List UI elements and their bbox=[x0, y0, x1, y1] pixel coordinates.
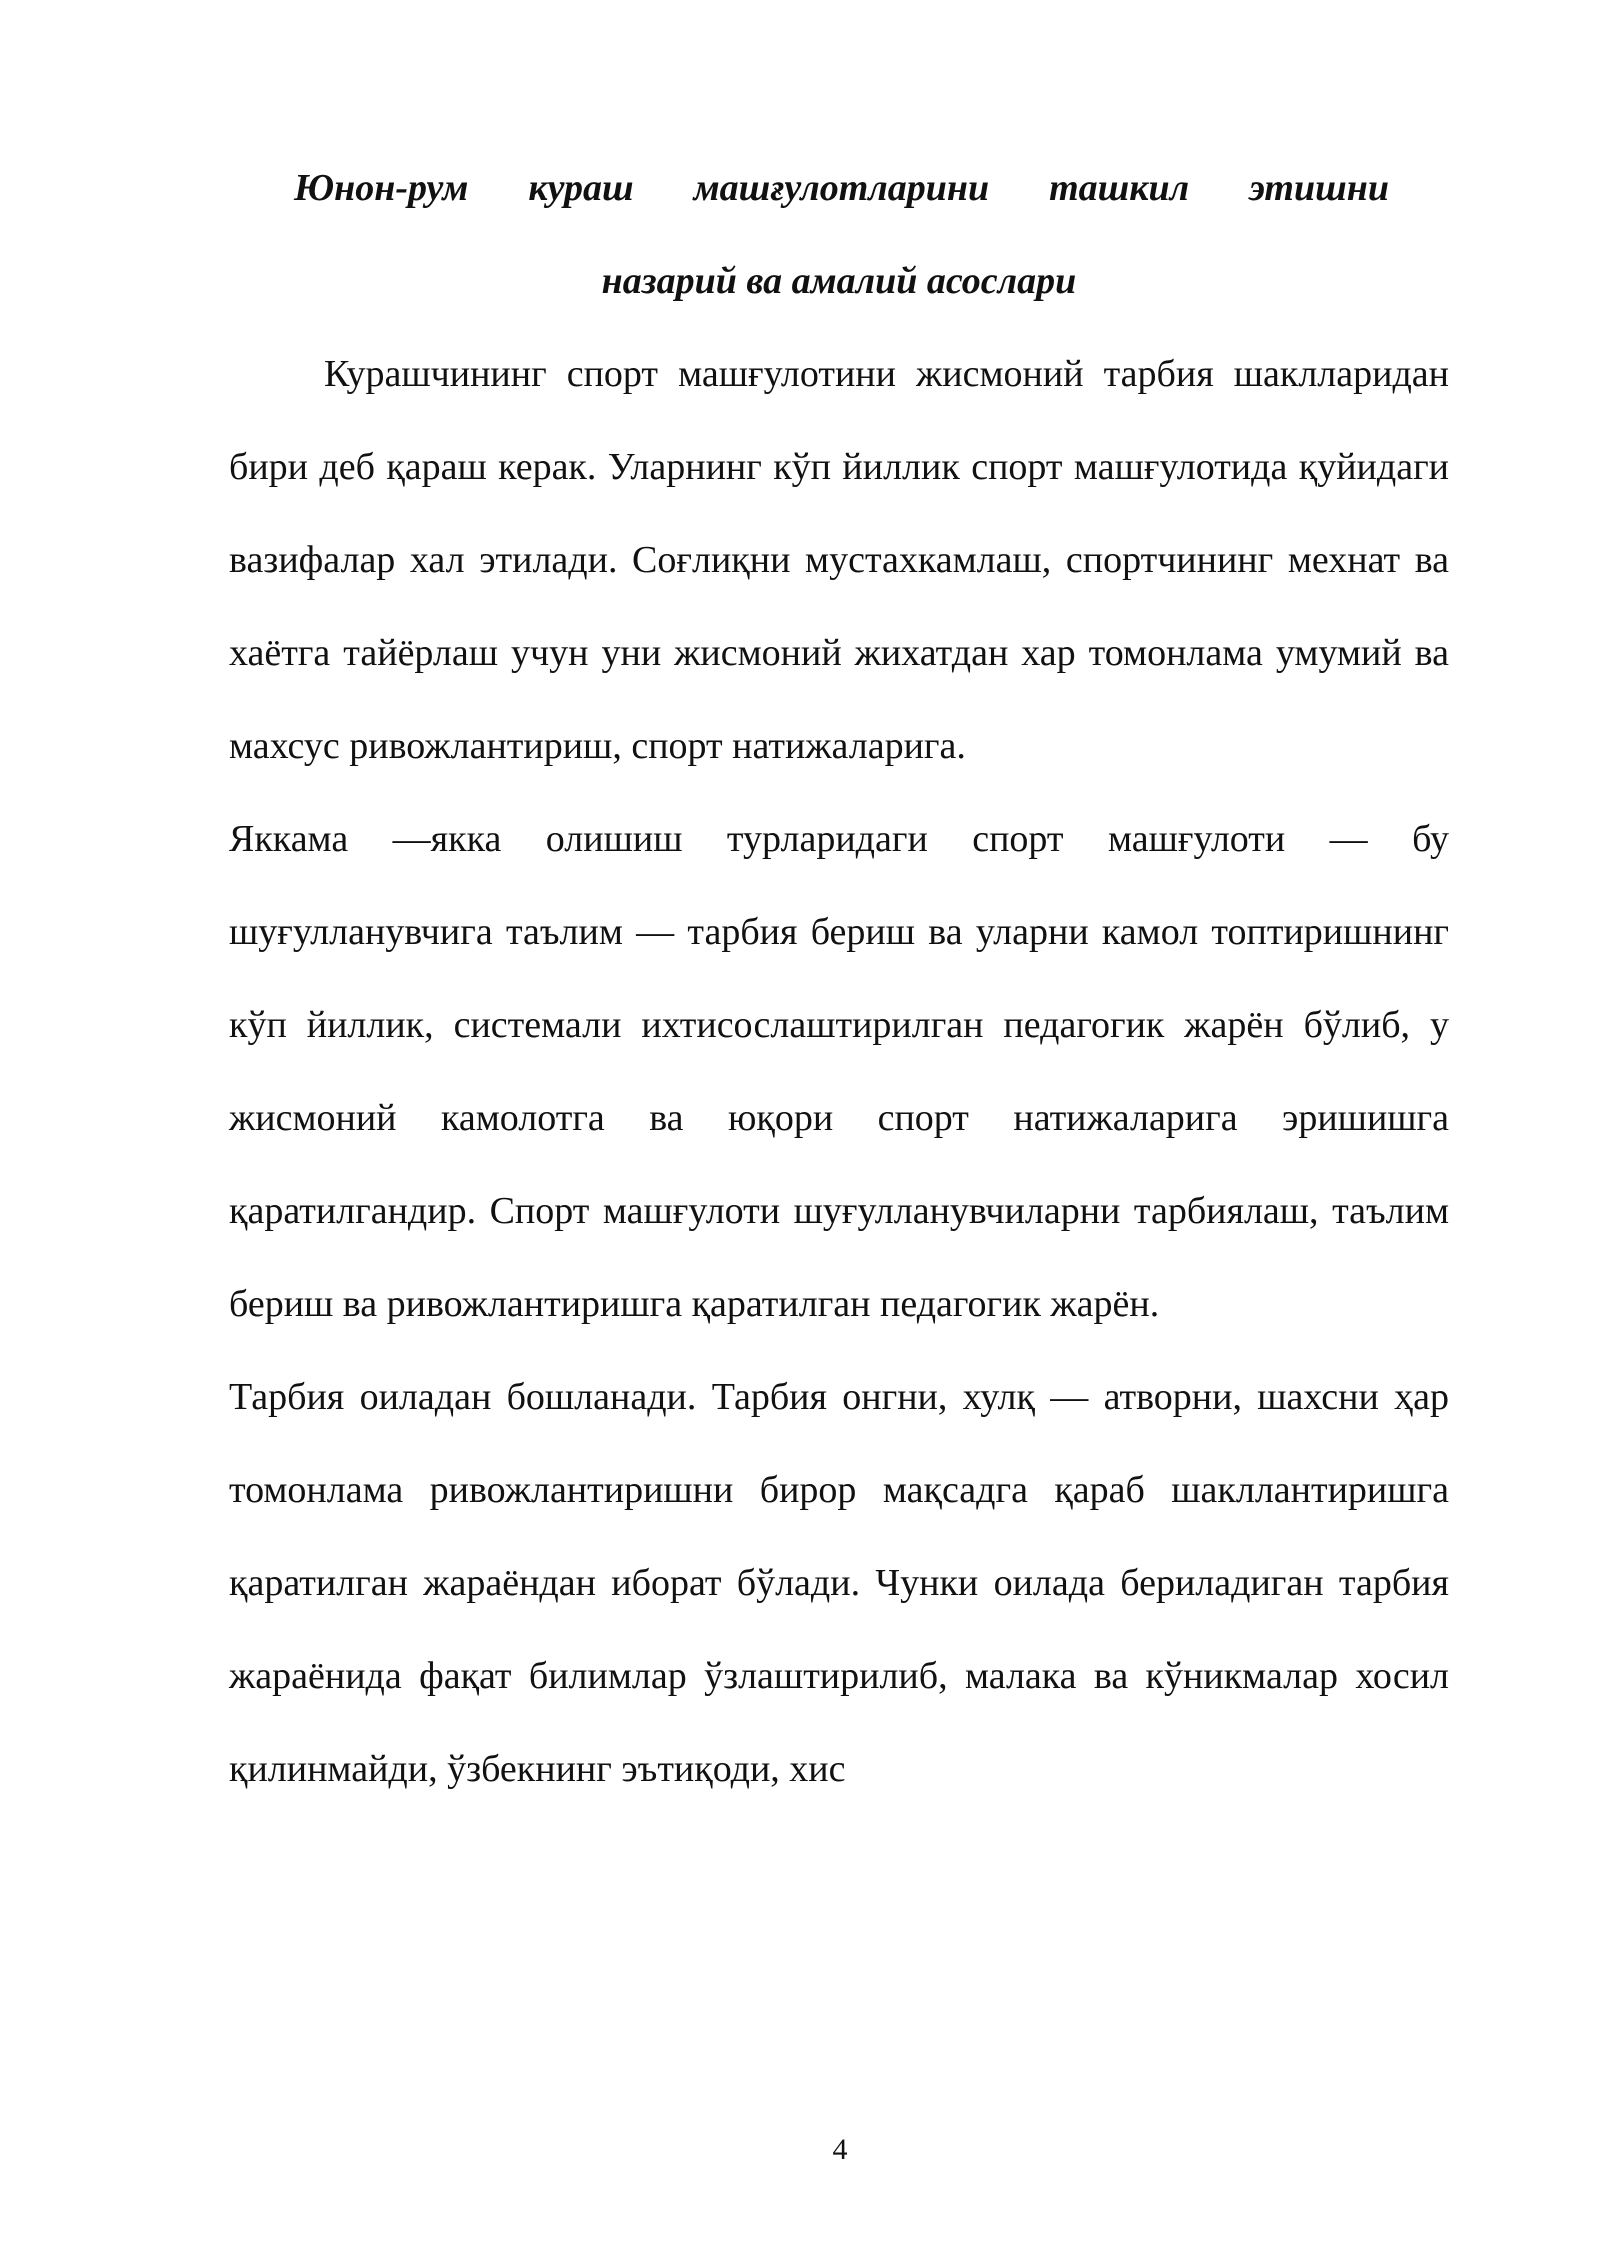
page-content bbox=[229, 142, 1449, 1816]
paragraph-2: Яккама —якка олишиш турларидаги спорт машғулоти — бу шуғулланувчига таълим — тарбия бериш ва уларни камол топтиришнинг кўп йиллик, системали ихтисослаштирилган педагогик жарён бўлиб, у жисмоний камолотга ва юқори спорт натижаларига эришишга қаратилгандир. Спорт машғулоти шуғулланувчиларни тарбиялаш, таълим бериш ва ривожлантиришга қаратилган педагогик жарён. bbox=[229, 818, 1449, 1325]
paragraph-1: Курашчининг спорт машғулотини жисмоний тарбия шаклларидан бири деб қараш керак. Уларнинг кўп йиллик спорт машғулотида қуйидаги вазифалар хал этилади. Соғлиқни мустахкамлаш, спортчининг мехнат ва хаётга тайёрлаш учун уни жисмоний жихатдан хар томонлама умумий ва махсус ривожлантириш, спорт натижаларига. bbox=[229, 353, 1449, 767]
page-title-line-1: Юнон-рум кураш машғулотларини ташкил этишни bbox=[294, 167, 1389, 209]
page-title-line-2: назарий ва амалий асослари bbox=[601, 260, 1077, 302]
page-number: 4 bbox=[832, 2133, 848, 2166]
paragraph-3: Тарбия оиладан бошланади. Тарбия онгни, хулқ — атворни, шахсни ҳар томонлама ривожлантиришни бирор мақсадга қараб шакллантиришга қаратилган жараёндан иборат бўлади. Чунки оилада бериладиган тарбия жараёнида фақат билимлар ўзлаштирилиб, малака ва кўникмалар хосил қилинмайди, ўзбекнинг эътиқоди, хис bbox=[229, 1376, 1449, 1790]
